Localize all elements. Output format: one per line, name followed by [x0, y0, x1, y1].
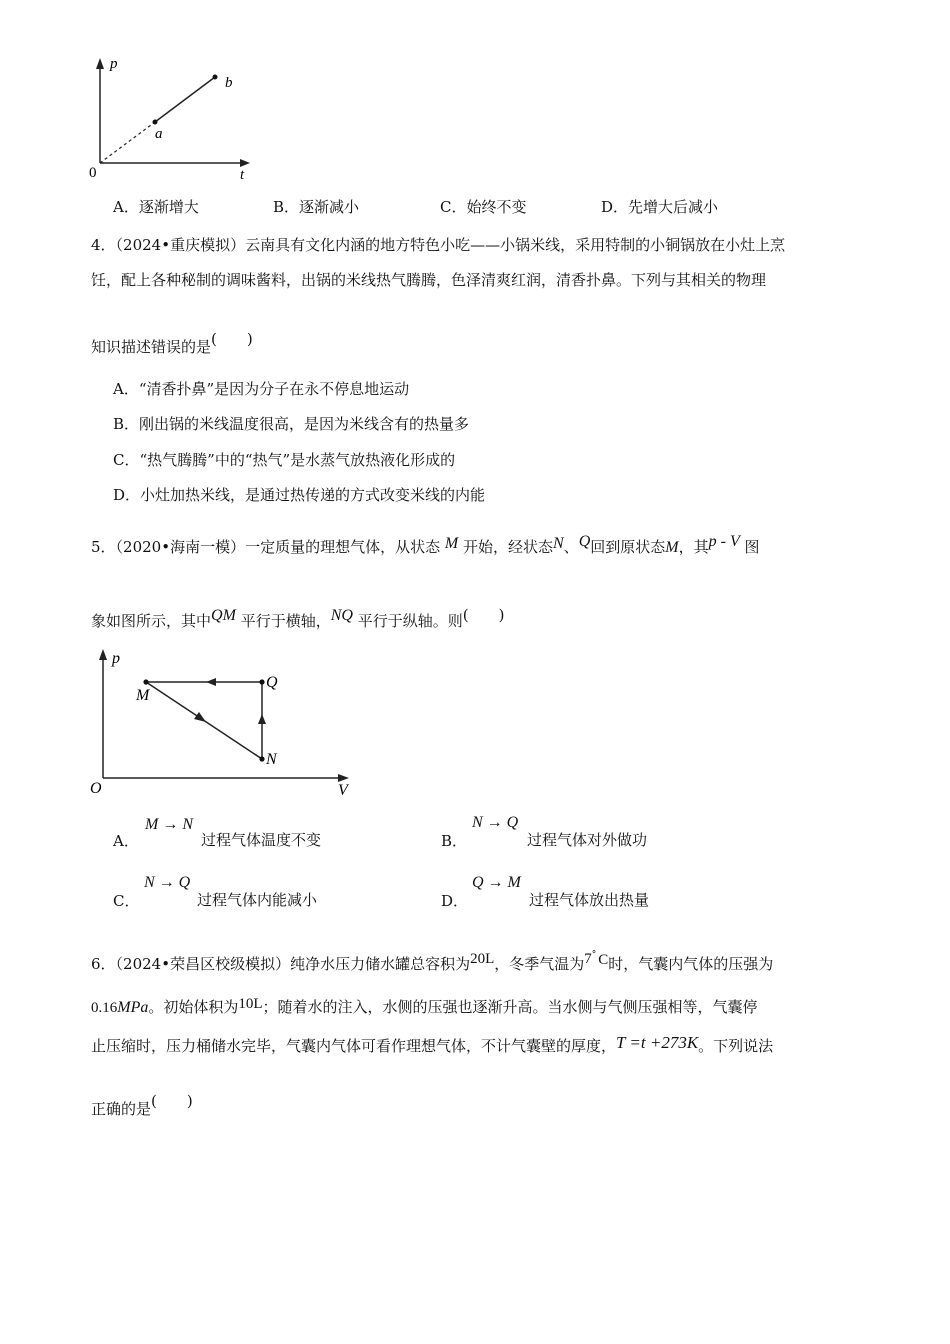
answer-blank: ( ): [462, 606, 505, 624]
label-b: b: [225, 75, 233, 91]
v-axis-arrow: [338, 774, 349, 782]
q4-number: 4．: [91, 236, 116, 254]
q4-source: （2024•重庆模拟）: [115, 236, 246, 254]
point-m: [143, 679, 148, 684]
q5-option-b[interactable]: B． N → Q 过程气体对外做功: [441, 814, 648, 850]
q4-option-b[interactable]: B．刚出锅的米线温度很高，是因为米线含有的热量多: [113, 415, 470, 433]
q3-option-a[interactable]: A．逐渐增大: [113, 198, 199, 216]
q5-option-a[interactable]: A． M → N 过程气体温度不变: [113, 816, 322, 850]
q5-line-1: 5．（2020•海南一模）一定质量的理想气体，从状态 M 开始，经状态N、Q回到原状态M，其p - V 图: [91, 533, 760, 556]
q5-line-2: 象如图所示，其中QM 平行于横轴，NQ 平行于纵轴。则( ): [91, 606, 505, 630]
label-t: t: [240, 167, 245, 183]
q5-option-c[interactable]: C． N → Q 过程气体内能减小: [113, 874, 318, 910]
arrow-m-to-n: [194, 712, 206, 722]
dashed-extension: [100, 122, 155, 163]
q4-option-d[interactable]: D．小灶加热米线，是通过热传递的方式改变米线的内能: [113, 486, 486, 504]
label-origin: 0: [89, 165, 97, 181]
formula: N → Q: [144, 874, 191, 891]
label-v: V: [338, 782, 348, 799]
label-q: Q: [266, 674, 278, 691]
label-p: p: [112, 650, 120, 667]
q6-line-1: 6．（2024•荣昌区校级模拟）纯净水压力储水罐总容积为20L，冬季气温为7° C时，气囊内气体的压强为: [91, 950, 774, 973]
arrow-n-to-q: [258, 714, 266, 724]
q5-option-d[interactable]: D． Q → M 过程气体放出热量: [441, 874, 650, 910]
label-m: M: [136, 687, 150, 704]
q4-option-c[interactable]: C．“热气腾腾”中的“热气”是水蒸气放热液化形成的: [113, 451, 456, 469]
q4-option-a[interactable]: A．“清香扑鼻”是因为分子在永不停息地运动: [113, 380, 410, 398]
label-n: N: [266, 751, 277, 768]
p-v-graph: [82, 645, 362, 800]
q4-line-2: 饪，配上各种秘制的调味酱料，出锅的米线热气腾腾，色泽清爽红润，清香扑鼻。下列与其相关的物理: [91, 271, 767, 289]
p-axis-arrow: [99, 649, 107, 660]
label-a: a: [155, 126, 163, 142]
point-a: [153, 120, 158, 125]
point-q: [259, 679, 264, 684]
q5-source: （2020•海南一模）: [115, 538, 246, 556]
answer-blank: ( ): [211, 330, 253, 348]
segment-ab: [155, 77, 215, 122]
point-b: [213, 75, 218, 80]
formula: M → N: [145, 816, 193, 833]
label-origin: O: [90, 780, 102, 797]
arrow-q-to-m: [206, 678, 216, 686]
point-n: [259, 756, 264, 761]
q5-number: 5．: [91, 538, 116, 556]
q4-line-3: 知识描述错误的是( ): [91, 330, 253, 356]
p-t-graph: [80, 52, 270, 187]
answer-blank: ( ): [151, 1092, 193, 1110]
q3-option-c[interactable]: C．始终不变: [440, 198, 527, 216]
formula: T =t +273K: [616, 1033, 699, 1052]
q6-source: （2024•荣昌区校级模拟）: [115, 955, 291, 973]
q4-line-1: 4．（2024•重庆模拟）云南具有文化内涵的地方特色小吃——小锅米线，采用特制的小铜锅放在小灶上烹: [91, 236, 786, 254]
q3-option-d[interactable]: D．先增大后减小: [601, 198, 719, 216]
formula: N → Q: [472, 814, 519, 831]
t-axis-arrow: [240, 159, 250, 167]
q3-option-b[interactable]: B．逐渐减小: [273, 198, 360, 216]
formula: Q → M: [472, 874, 521, 891]
q6-line-4: 正确的是( ): [91, 1092, 193, 1118]
q6-line-2: 0.16MPa。初始体积为10L；随着水的注入，水侧的压强也逐渐升高。当水侧与气侧压强相等，气囊停: [91, 996, 758, 1016]
p-axis-arrow: [96, 58, 104, 69]
label-p: p: [110, 56, 118, 72]
q6-line-3: 止压缩时，压力桶储水完毕，气囊内气体可看作理想气体，不计气囊壁的厚度，T =t +273K。下列说法: [91, 1033, 774, 1055]
q6-number: 6．: [91, 955, 116, 973]
